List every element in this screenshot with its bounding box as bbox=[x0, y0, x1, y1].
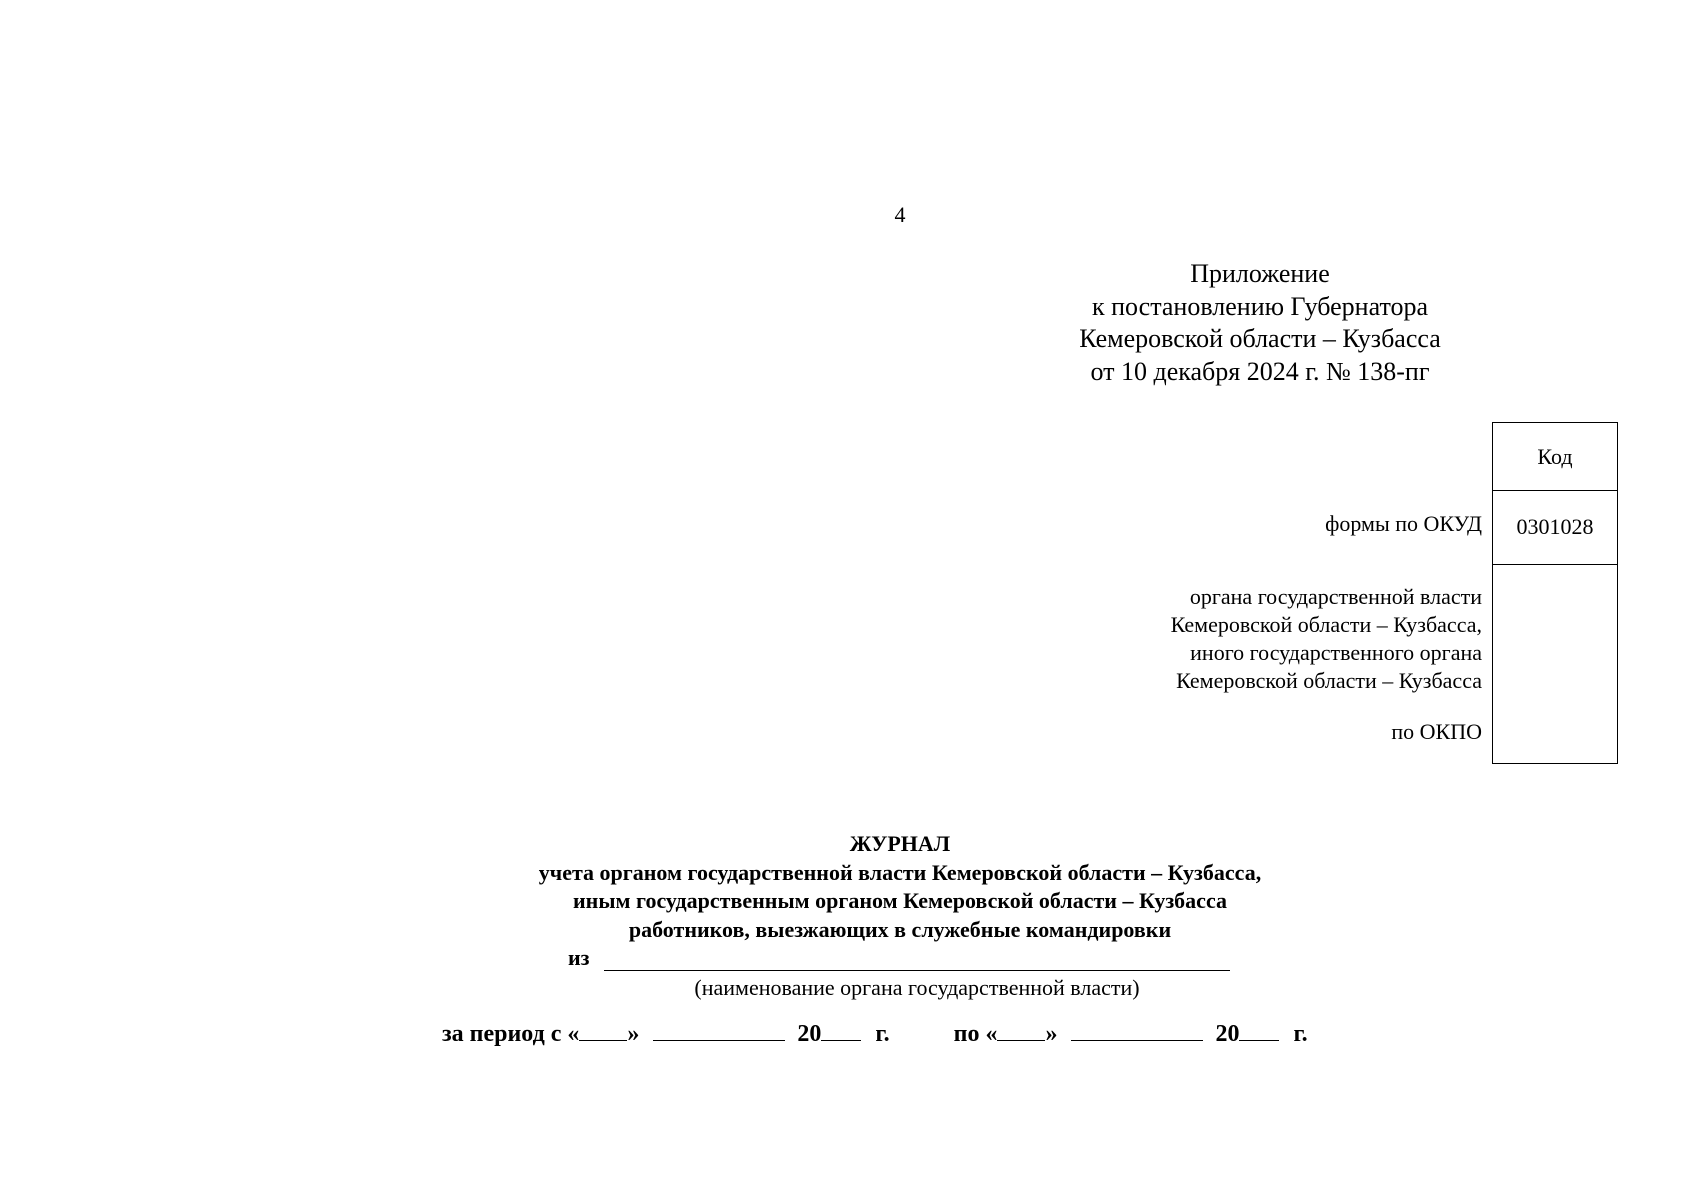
period-from-year-suffix: г. bbox=[875, 1021, 890, 1047]
period-to-year-field[interactable] bbox=[1239, 1018, 1279, 1041]
okpo-label: по ОКПО bbox=[1391, 719, 1482, 744]
journal-subtitle-line: работников, выезжающих в служебные командировки bbox=[628, 916, 1172, 942]
period-from-year-prefix: 20 bbox=[797, 1021, 822, 1047]
appendix-date-line: от 10 декабря 2024 г. № 138-пг bbox=[1090, 356, 1430, 386]
period-from-prefix: за период с « bbox=[442, 1021, 580, 1047]
period-to-close-quote: » bbox=[1045, 1021, 1058, 1047]
period-to-month-field[interactable] bbox=[1071, 1018, 1203, 1041]
period-to-prefix: по « bbox=[953, 1021, 998, 1047]
period-to-day-field[interactable] bbox=[997, 1018, 1045, 1041]
appendix-ref-line: к постановлению Губернатора bbox=[1091, 291, 1429, 321]
organization-name-hint: (наименование органа государственной власти) bbox=[694, 975, 1140, 1000]
code-table bbox=[1492, 422, 1618, 764]
org-label-line: иного государственного органа bbox=[1190, 640, 1482, 665]
journal-heading bbox=[400, 830, 1400, 944]
page-number: 4 bbox=[894, 202, 906, 227]
okud-label: формы по ОКУД bbox=[1325, 511, 1482, 536]
period-from-month-field[interactable] bbox=[653, 1018, 785, 1041]
from-label: из bbox=[568, 945, 590, 970]
period-to-year-prefix: 20 bbox=[1215, 1021, 1240, 1047]
org-label-line: Кемеровской области – Кузбасса bbox=[1176, 668, 1482, 693]
appendix-block bbox=[1040, 258, 1480, 388]
period-from-day-field[interactable] bbox=[579, 1018, 627, 1041]
org-label-line: Кемеровской области – Кузбасса, bbox=[1170, 612, 1482, 637]
appendix-title: Приложение bbox=[1190, 259, 1330, 288]
organization-name-field[interactable] bbox=[604, 970, 1230, 971]
okpo-code-value bbox=[1493, 564, 1617, 763]
period-from-year-field[interactable] bbox=[821, 1018, 861, 1041]
org-label-line: органа государственной власти bbox=[1189, 584, 1482, 609]
journal-title: ЖУРНАЛ bbox=[849, 831, 951, 856]
okud-code-value: 0301028 bbox=[1493, 490, 1617, 565]
period-to-year-suffix: г. bbox=[1293, 1021, 1308, 1047]
journal-subtitle-line: иным государственным органом Кемеровской области – Кузбасса bbox=[573, 888, 1227, 913]
appendix-region-line: Кемеровской области – Кузбасса bbox=[1079, 324, 1441, 353]
code-table-header: Код bbox=[1493, 423, 1617, 491]
period-from-close-quote: » bbox=[627, 1021, 640, 1047]
journal-subtitle-line: учета органом государственной власти Кемеровской области – Кузбасса, bbox=[538, 859, 1262, 885]
org-label bbox=[1000, 583, 1482, 695]
period-row bbox=[442, 1018, 1308, 1049]
